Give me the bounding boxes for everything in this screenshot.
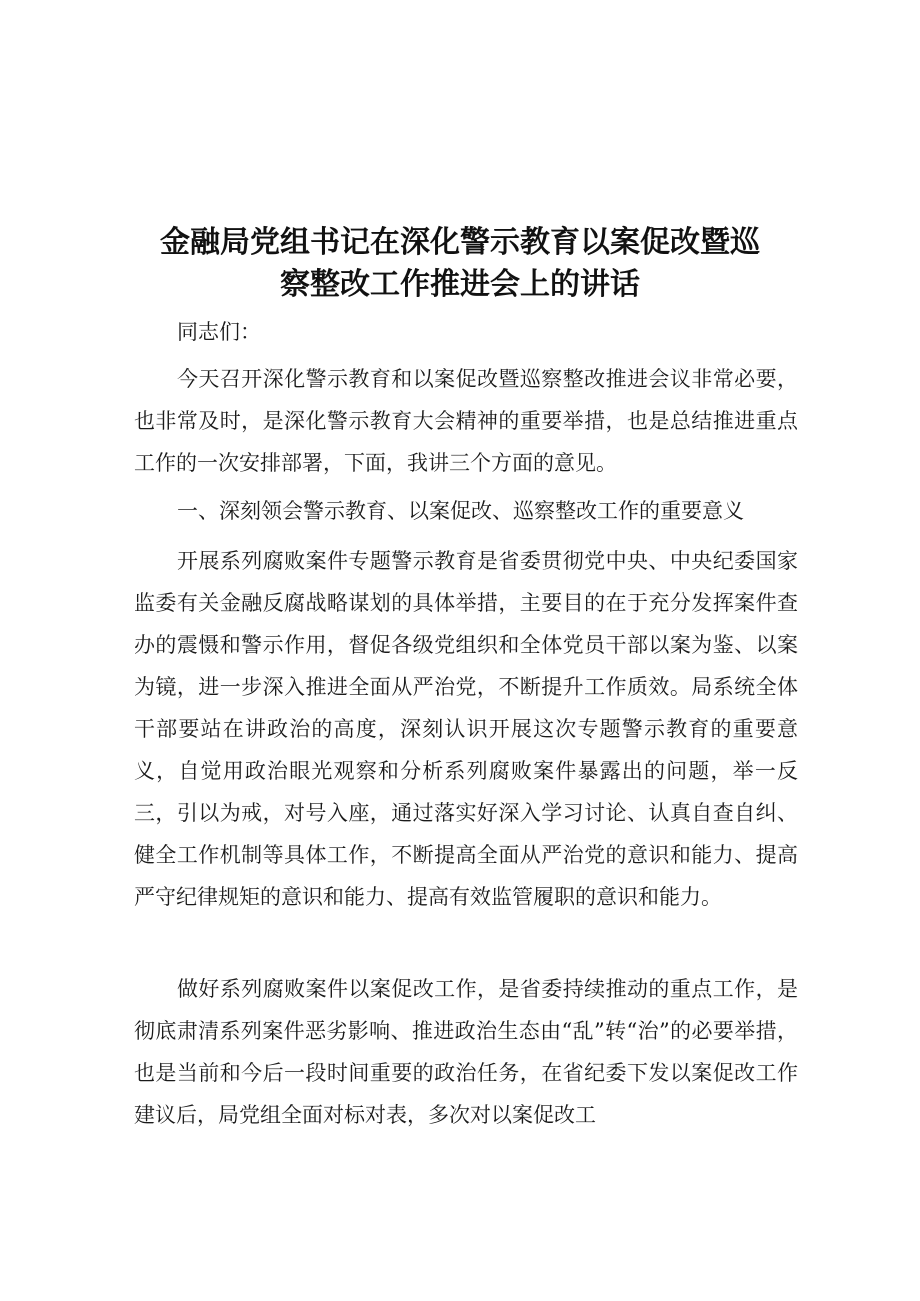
paragraph-warning-education (134, 540, 798, 918)
section-heading-text: 一、深刻领会警示教育、以案促改、巡察整改工作的重要意义 (177, 499, 744, 523)
section-heading-1 (134, 490, 798, 532)
paragraph-text: 做好系列腐败案件以案促改工作，是省委持续推动的重点工作，是彻底肃清系列案件恶劣影响、推进政治生态由“乱”转“治”的必要举措，也是当前和今后一段时间重要的政治任务，在省纪委下发以案促改工作建议后，局党组全面对标对表，多次对以案促改工 (134, 977, 798, 1127)
paragraph-case-reform (134, 968, 798, 1136)
paragraph-intro (134, 358, 798, 484)
salutation: 同志们： (177, 320, 261, 344)
paragraph-text: 开展系列腐败案件专题警示教育是省委贯彻党中央、中央纪委国家监委有关金融反腐战略谋划的具体举措，主要目的在于充分发挥案件查办的震慑和警示作用，督促各级党组织和全体党员干部以案为鉴、以案为镜，进一步深入推进全面从严治党，不断提升工作质效。局系统全体干部要站在讲政治的高度，深刻认识开展这次专题警示教育的重要意义，自觉用政治眼光观察和分析系列腐败案件暴露出的问题，举一反三，引以为戒，对号入座，通过落实好深入学习讨论、认真自查自纠、健全工作机制等具体工作，不断提高全面从严治党的意识和能力、提高严守纪律规矩的意识和能力、提高有效监管履职的意识和能力。 (134, 549, 798, 909)
paragraph-text: 今天召开深化警示教育和以案促改暨巡察整改推进会议非常必要，也非常及时，是深化警示教育大会精神的重要举措，也是总结推进重点工作的一次安排部署，下面，我讲三个方面的意见。 (134, 367, 798, 475)
document-title-line-1: 金融局党组书记在深化警示教育以案促改暨巡 (160, 225, 760, 260)
document-title-line-2: 察整改工作推进会上的讲话 (280, 267, 640, 302)
